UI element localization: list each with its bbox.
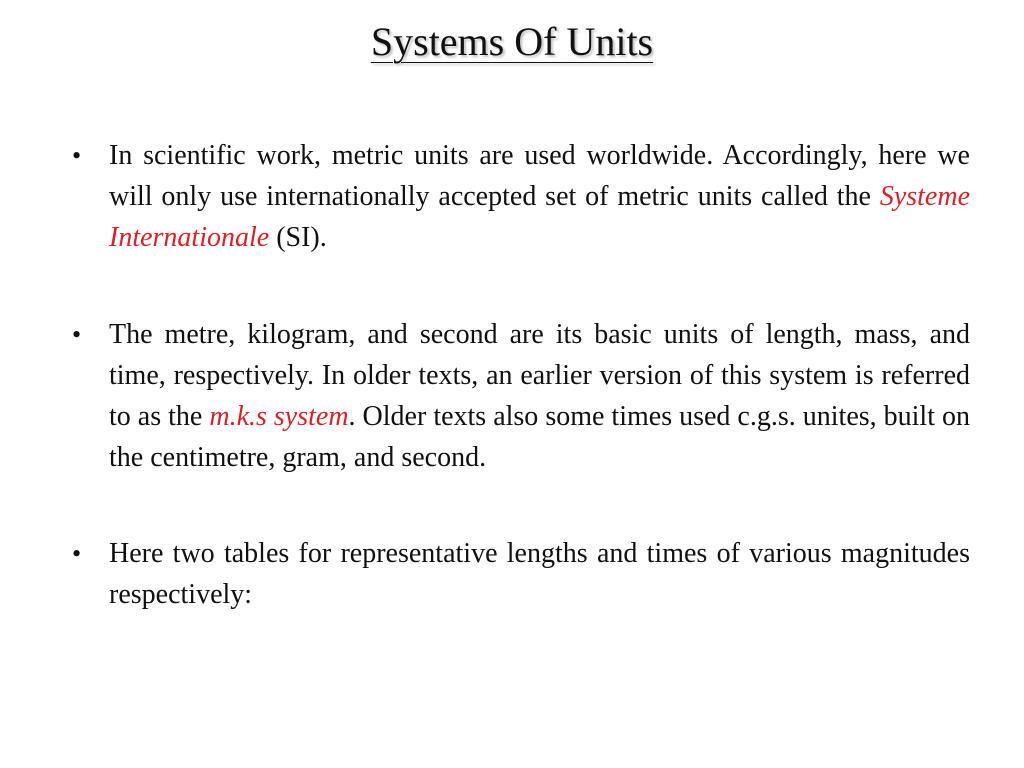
bullet-dot-icon: • (72, 539, 82, 568)
bullet-1-text-after: (SI). (269, 222, 327, 253)
bullet-2-highlight: m.k.s system (209, 401, 349, 432)
bullet-item-3 (72, 533, 970, 615)
bullet-2-text-before: The metre, kilogram, and second are its basic units of length, mass, and time, respectively. In older texts, an earlier version of this system is referred to as the (109, 319, 970, 432)
bullet-item-2 (72, 314, 970, 478)
bullet-1-text-before: In scientific work, metric units are used worldwide. Accordingly, here we will only use internationally accepted set of metric units called the (109, 140, 970, 212)
bullet-3-text: Here two tables for representative lengths and times of various magnitudes respectively: (109, 538, 970, 610)
slide-title-text: Systems Of Units (370, 19, 654, 64)
bullet-2-text-after: . Older texts also some times used c.g.s. unites, built on the centimetre, gram, and second. (109, 401, 970, 473)
bullet-item-1 (72, 135, 970, 258)
slide-title (0, 16, 1024, 68)
bullet-list (72, 135, 970, 615)
bullet-dot-icon: • (72, 320, 82, 349)
bullet-1-highlight: Systeme Internationale (109, 181, 970, 253)
bullet-dot-icon: • (72, 141, 82, 170)
